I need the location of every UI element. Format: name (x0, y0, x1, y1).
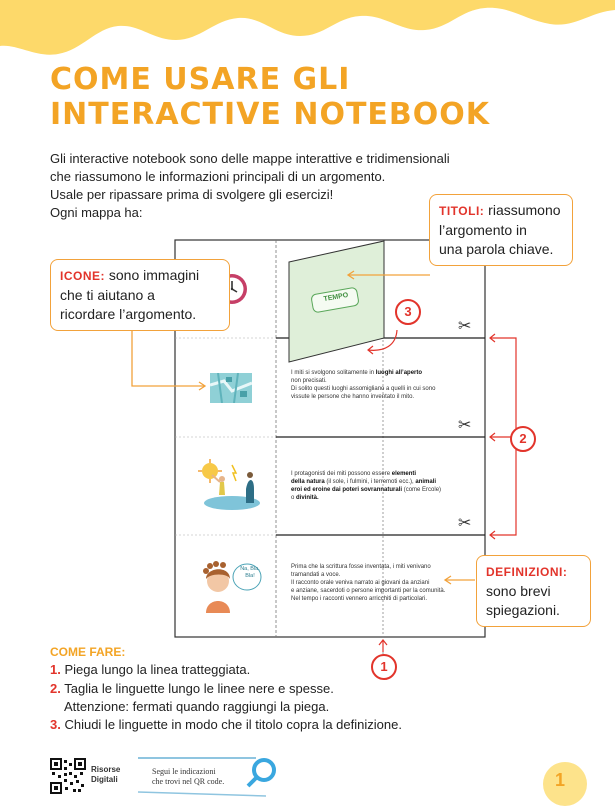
step-note: Attenzione: fermati quando raggiungi la piega. (64, 699, 330, 714)
intro-line: Gli interactive notebook sono delle mappe interattive e tridimensionali (50, 151, 450, 166)
callout-text: ricordare l’argomento. (60, 306, 197, 322)
notebook-row-1-text: I miti si svolgono solitamente in luoghi all’aperto non precisati. Di solito questi luoghi assomigliano a quelli in cui sono vissute le persone che hanno inventato il mito. (291, 370, 436, 400)
callout-keyword: TITOLI: (439, 204, 485, 218)
scissors-icon: ✂ (458, 515, 472, 532)
steps-title: COME FARE: (50, 645, 126, 659)
step-item: 1. Piega lungo la linea tratteggiata. (50, 662, 251, 677)
callout-text: l’argomento in (439, 222, 527, 238)
definizioni-callout (476, 555, 591, 627)
page-title-line-1: COME USARE GLI (50, 62, 351, 97)
step-marker-2: 2 (510, 426, 536, 452)
scissors-icon: ✂ (458, 318, 472, 335)
risorse-digitali-label: Risorse Digitali (91, 765, 121, 784)
callout-text: sono brevi (486, 583, 551, 599)
callout-keyword: ICONE: (60, 269, 105, 283)
notebook-row-2-text: I protagonisti dei miti possono essere elementi della natura (il sole, i fulmini, i terremoti ecc.), animali eroi ed eroine dai poteri sovrannaturali (come Ercole) o divinità. (291, 471, 442, 501)
speech-bubble-text: Na, Bla, Bla! (240, 566, 260, 579)
page-number: 1 (554, 770, 565, 790)
nature-heroes-illustration-icon (196, 459, 262, 511)
callout-text: una parola chiave. (439, 241, 554, 257)
intro-line: che riassumono le informazioni principali di un argomento. (50, 169, 386, 184)
icone-callout (50, 259, 230, 331)
notebook-row-3-text: Prima che la scrittura fosse inventata, i miti venivano tramandati a voce. Il racconto orale veniva narrato ai giovani da anziani e anziane, sacerdoti o persone importanti per la comunità. Nel tempo i racconti vennero arricchiti di particolari. (291, 564, 446, 602)
map-icon (210, 373, 252, 403)
callout-text: riassumono (488, 202, 561, 218)
intro-line: Usale per ripassare prima di svolgere gli esercizi! (50, 187, 334, 202)
callout-keyword: DEFINIZIONI: (486, 565, 568, 579)
callout-text: spiegazioni. (486, 602, 560, 618)
qr-code-icon[interactable] (50, 758, 86, 794)
intro-line: Ogni mappa ha: (50, 205, 143, 220)
step-marker-1: 1 (371, 654, 397, 680)
callout-text: sono immagini (108, 267, 200, 283)
callout-text: che ti aiutano a (60, 287, 155, 303)
titoli-callout (429, 194, 573, 266)
step-item: 3. Chiudi le linguette in modo che il titolo copra la definizione. (50, 717, 402, 732)
step-marker-3: 3 (395, 299, 421, 325)
step-item: 2. Taglia le linguette lungo le linee nere e spesse. (50, 681, 334, 696)
page-title-line-2: INTERACTIVE NOTEBOOK (50, 97, 491, 132)
scissors-icon: ✂ (458, 417, 472, 434)
qr-instruction-text: Segui le indicazioni che trovi nel QR code. (152, 767, 225, 786)
flap-title-label: TEMPO (323, 291, 349, 304)
